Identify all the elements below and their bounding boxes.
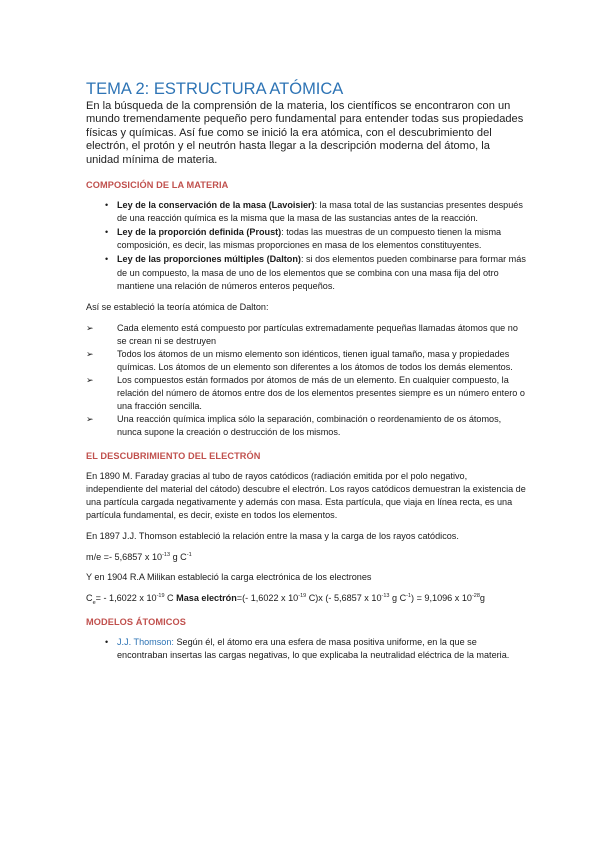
equation-text: C bbox=[164, 592, 177, 603]
arrow-bullet-icon: ➢ bbox=[86, 375, 94, 386]
exponent: -1 bbox=[186, 551, 192, 558]
list-item-text: Los compuestos están formados por átomos de más de un elemento. En cualquier compuesto, la relación del número de átomos entre dos de los elementos presentes siempre es un número entero o una fracción sencilla. bbox=[117, 375, 525, 412]
arrow-bullet-icon: ➢ bbox=[86, 322, 94, 333]
list-item bbox=[86, 348, 526, 374]
exponent: -13 bbox=[381, 592, 390, 599]
law-name: Ley de las proporciones múltiples (Dalton) bbox=[117, 254, 301, 265]
list-item-text: Cada elemento está compuesto por partículas extremadamente pequeñas llamadas átomos que no se crean ni se destruyen bbox=[117, 322, 518, 346]
bullet-icon: • bbox=[105, 254, 109, 265]
law-name: Ley de la conservación de la masa (Lavoisier) bbox=[117, 200, 315, 211]
list-item bbox=[86, 199, 526, 225]
exponent: -19 bbox=[156, 592, 165, 599]
bullet-icon: • bbox=[105, 200, 109, 211]
equation-bold-label: Masa electrón bbox=[176, 592, 237, 603]
equation-text: C bbox=[86, 592, 93, 603]
faraday-paragraph: En 1890 M. Faraday gracias al tubo de rayos catódicos (radiación emitida por el polo negativo, independiente del material del cátodo) descubre el electrón. Los rayos catódicos demuestran la existencia de una partícula cargada negativamente y además con masa. Esta partícula, que viaja en línea recta, es una partícula fundamental, es decir, existe en todos los elementos. bbox=[86, 470, 526, 520]
equation-unit: g C bbox=[170, 551, 187, 562]
equation-text: g bbox=[479, 592, 485, 603]
mass-charge-equation bbox=[86, 551, 526, 564]
model-name: J.J. Thomson: bbox=[117, 636, 174, 647]
list-item bbox=[86, 413, 526, 439]
list-item-text: Una reacción química implica sólo la separación, combinación o reordenamiento de os átomos, nunca supone la creación o destrucción de los mismos. bbox=[117, 414, 502, 438]
section-heading-modelos: MODELOS ÁTOMICOS bbox=[86, 616, 186, 627]
list-item bbox=[86, 636, 526, 662]
law-text: : todas las muestras de un compuesto tienen la misma composición, es decir, las mismas proporciones en masa de los elementos constituyentes. bbox=[117, 227, 502, 251]
law-text: : la masa total de las sustancias presentes después de una reacción química es la misma que la masa de las sustancias antes de la reacción. bbox=[117, 200, 523, 224]
list-item bbox=[86, 253, 526, 292]
equation-text: g C bbox=[389, 592, 407, 603]
exponent: -1 bbox=[406, 592, 412, 599]
bullet-icon: • bbox=[105, 227, 109, 238]
laws-list bbox=[86, 199, 526, 293]
equation-text: =(- 1,6022 x 10 bbox=[236, 592, 299, 603]
arrow-bullet-icon: ➢ bbox=[86, 348, 94, 359]
intro-paragraph: En la búsqueda de la comprensión de la materia, los científicos se encontraron con un mundo tremendamente pequeño pero fundamental para entender todas sus propiedades físicas y químicas. Así fue como se inició la era atómica, con el descubrimiento del electrón, el protón y el neutrón hasta llegar a la descripción moderna del átomo, la unidad mínima de materia. bbox=[86, 100, 524, 166]
equation-text: ) = 9,1096 x 10 bbox=[411, 592, 472, 603]
dalton-theory-list bbox=[86, 322, 526, 440]
equation-text: = - 1,6022 x 10 bbox=[95, 592, 157, 603]
models-list bbox=[86, 636, 526, 662]
exponent: -19 bbox=[298, 592, 307, 599]
list-item-text: Todos los átomos de un mismo elemento son idénticos, tienen igual tamaño, masa y propiedades químicas. Los átomos de un elemento son diferentes a los átomos de todos los demás elementos. bbox=[117, 348, 513, 372]
dalton-intro: Así se estableció la teoría atómica de Dalton: bbox=[86, 301, 269, 312]
equation-text: m/e =- 5,6857 x 10 bbox=[86, 551, 163, 562]
page-title: TEMA 2: ESTRUCTURA ATÓMICA bbox=[86, 80, 344, 98]
thomson-paragraph: En 1897 J.J. Thomson estableció la relación entre la masa y la carga de los rayos catódicos. bbox=[86, 530, 459, 541]
list-item bbox=[86, 374, 526, 413]
arrow-bullet-icon: ➢ bbox=[86, 414, 94, 425]
equation-text: C)x (- 5,6857 x 10 bbox=[306, 592, 382, 603]
law-text: : si dos elementos pueden combinarse para formar más de un compuesto, la masa de uno de los elementos que se combina con una masa fija del otro mantiene una relación de números enteros pequeños. bbox=[117, 254, 526, 291]
model-text: Según él, el átomo era una esfera de masa positiva uniforme, en la que se encontraban insertas las cargas negativas, lo que explicaba la neutralidad eléctrica de la materia. bbox=[117, 636, 510, 660]
section-heading-composicion: COMPOSICIÓN DE LA MATERIA bbox=[86, 180, 229, 191]
list-item bbox=[86, 322, 526, 348]
milikan-paragraph: Y en 1904 R.A Milikan estableció la carga electrónica de los electrones bbox=[86, 571, 372, 582]
exponent: -28 bbox=[471, 592, 480, 599]
subscript: e bbox=[92, 599, 96, 606]
exponent: -13 bbox=[162, 551, 171, 558]
document-body bbox=[86, 79, 526, 670]
bullet-icon: • bbox=[105, 636, 109, 647]
list-item bbox=[86, 226, 526, 252]
section-heading-electron: EL DESCUBRIMIENTO DEL ELECTRÓN bbox=[86, 450, 261, 461]
law-name: Ley de la proporción definida (Proust) bbox=[117, 227, 282, 238]
electron-mass-equation bbox=[86, 592, 526, 605]
